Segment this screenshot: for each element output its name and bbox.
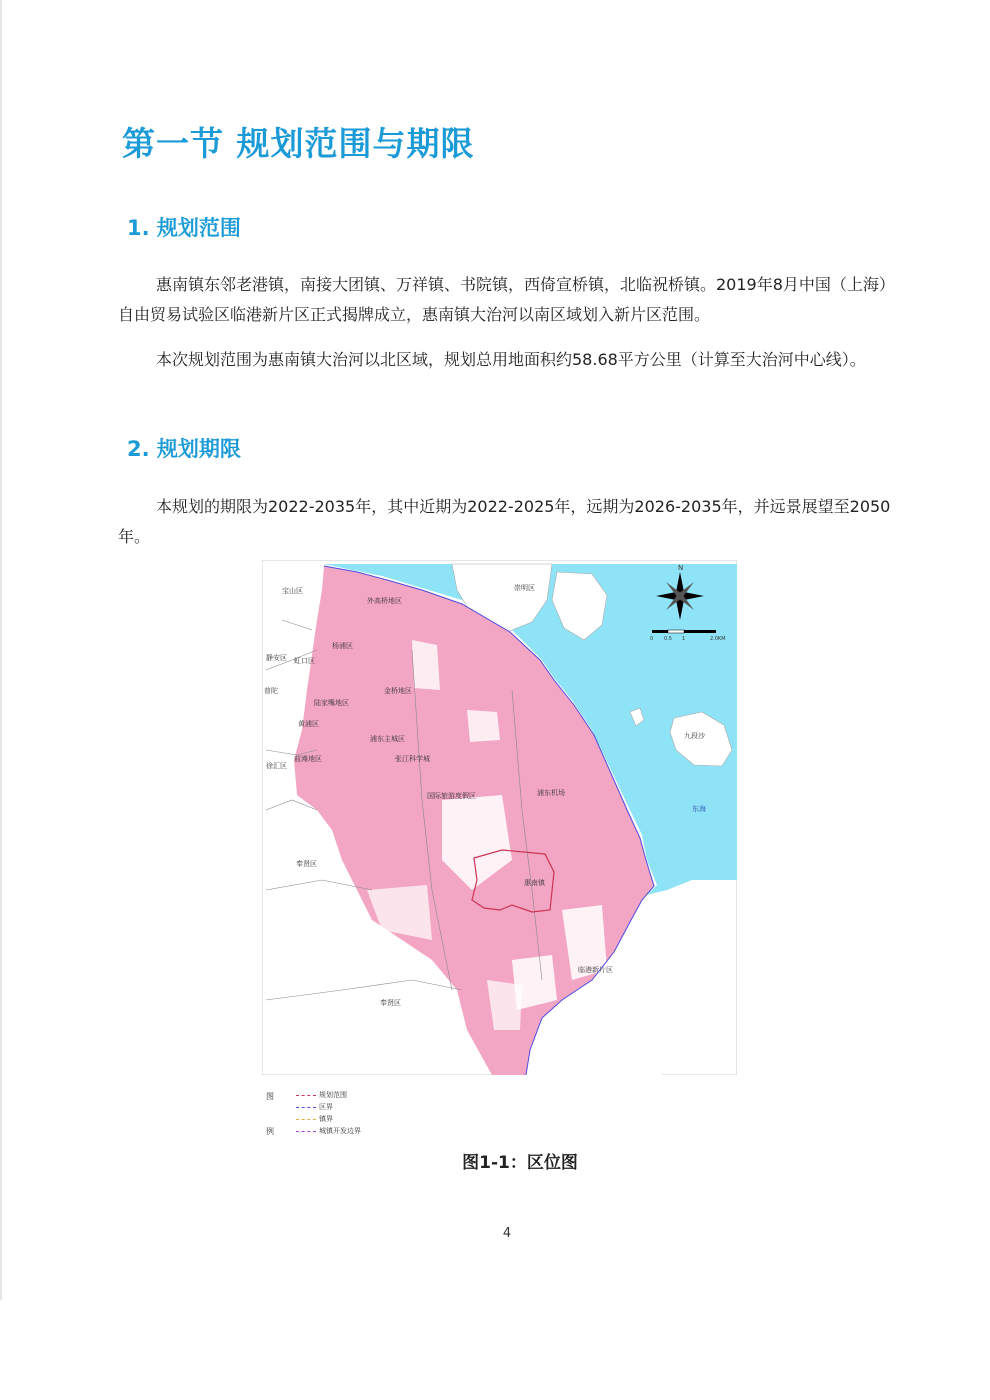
legend-item-planning-area: 规划范围 <box>296 1090 347 1100</box>
north-label: N <box>678 564 684 572</box>
page-number: 4 <box>502 1226 512 1241</box>
map-label-tourism: 国际旅游度假区 <box>427 792 476 800</box>
map-label-fengxian-1: 奉贤区 <box>296 860 317 868</box>
map-label-putuo: 普陀 <box>264 687 278 695</box>
map-label-lujiazui: 陆家嘴地区 <box>314 699 349 707</box>
map-label-jiuduansha: 九段沙 <box>684 732 705 740</box>
scale-label-1: 0.5 <box>664 636 672 642</box>
map-label-donghai: 东海 <box>692 805 706 813</box>
page-edge <box>0 0 2 1300</box>
map-label-huinan: 惠南镇 <box>524 879 545 887</box>
legend-title-b: 例 <box>266 1127 274 1136</box>
figure-caption: 图1-1：区位图 <box>462 1153 578 1173</box>
legend-item-town: 镇界 <box>296 1114 333 1124</box>
legend-item-district: 区界 <box>296 1102 333 1112</box>
map-label-lingang: 临港新片区 <box>578 966 613 974</box>
map-label-pudongmain: 浦东主城区 <box>370 735 405 743</box>
subsection-title-scope: 1. 规划范围 <box>127 216 241 240</box>
map-label-airport: 浦东机场 <box>537 789 565 797</box>
section-title: 第一节 规划范围与期限 <box>122 124 475 163</box>
subsection-title-period: 2. 规划期限 <box>127 437 241 461</box>
legend-title-a: 图 <box>266 1092 274 1101</box>
map-label-jingan: 静安区 <box>266 654 287 662</box>
legend-item-dev-boundary: 城镇开发边界 <box>296 1126 361 1136</box>
map-label-chongming: 崇明区 <box>514 584 535 592</box>
map-legend <box>266 1088 466 1140</box>
scale-label-0: 0 <box>650 636 654 642</box>
location-map <box>262 560 737 1075</box>
map-label-waigaoqiao: 外高桥地区 <box>367 597 402 605</box>
map-label-jinqiao: 金桥地区 <box>384 687 412 695</box>
map-label-xuhui: 徐汇区 <box>266 762 287 770</box>
map-label-yangpu: 杨浦区 <box>332 642 353 650</box>
paragraph-scope-2: 本次规划范围为惠南镇大治河以北区域，规划总用地面积约58.68平方公里（计算至大治河中心线）。 <box>156 350 866 369</box>
map-label-hongkou: 虹口区 <box>294 657 315 665</box>
scale-label-2: 1 <box>682 636 686 642</box>
scale-label-3: 2.0KM <box>710 636 726 642</box>
paragraph-period: 本规划的期限为2022-2035年，其中近期为2022-2025年，远期为2026-2035年，并远景展望至2050年。 <box>118 497 891 546</box>
map-label-qiantan: 前滩地区 <box>294 755 322 763</box>
map-label-baoshan: 宝山区 <box>282 587 303 595</box>
map-label-fengxian-2: 奉贤区 <box>380 999 401 1007</box>
map-label-huangpu: 黄浦区 <box>298 720 319 728</box>
paragraph-scope-1: 惠南镇东邻老港镇，南接大团镇、万祥镇、书院镇，西倚宣桥镇，北临祝桥镇。2019年8月中国（上海）自由贸易试验区临港新片区正式揭牌成立，惠南镇大治河以南区域划入新片区范围。 <box>118 275 895 324</box>
map-label-zhangjiang: 张江科学城 <box>395 755 430 763</box>
